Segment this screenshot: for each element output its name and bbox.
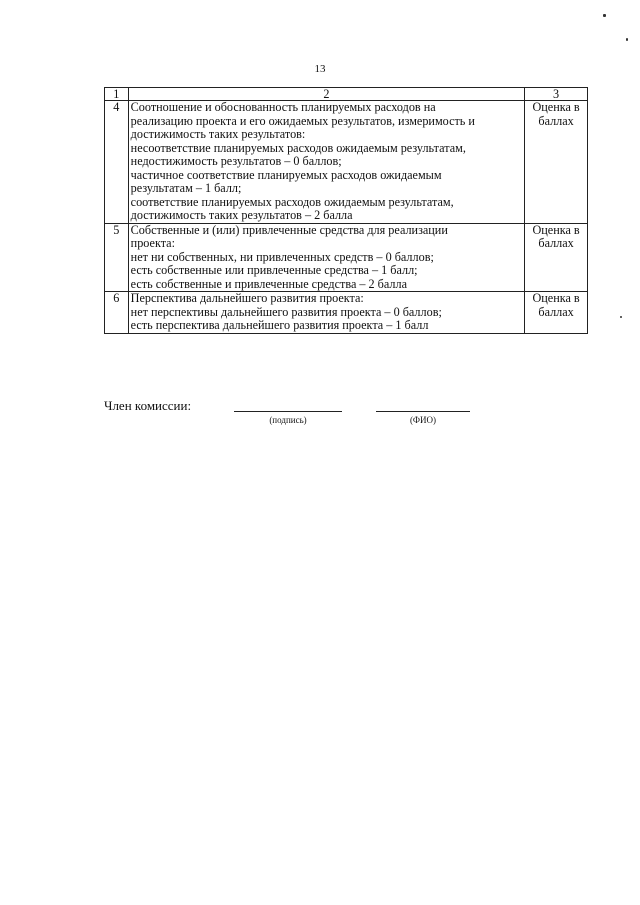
scan-speck: [620, 316, 622, 318]
criterion-line: нет ни собственных, ни привлеченных средств – 0 баллов;: [130, 249, 434, 264]
criterion-line: реализацию проекта и его ожидаемых результатов, измеримость и: [130, 113, 475, 128]
scan-speck: [603, 14, 606, 17]
score-label: Оценка в: [532, 291, 580, 305]
row-number: 6: [105, 292, 129, 334]
criterion-line: Собственные и (или) привлеченные средства для реализации: [130, 222, 448, 237]
page-number: 13: [314, 63, 326, 75]
criteria-table: [104, 87, 588, 334]
signature-caption: (подпись): [269, 415, 307, 425]
criterion-line: нет перспективы дальнейшего развития проекта – 0 баллов;: [130, 304, 442, 319]
score-label: баллах: [538, 236, 574, 250]
header-col-1: 1: [105, 88, 129, 101]
commission-member-label: Член комиссии:: [104, 398, 192, 413]
criterion-line: частичное соответствие планируемых расходов ожидаемым: [130, 167, 442, 182]
score-cell: [525, 101, 588, 224]
criterion-line: достижимость таких результатов:: [130, 127, 306, 141]
score-label: Оценка в: [532, 100, 580, 114]
criterion-line: есть перспектива дальнейшего развития проекта – 1 балл: [130, 318, 429, 332]
criterion-text: [128, 292, 524, 334]
table-row: [105, 223, 588, 292]
criterion-text: [128, 223, 524, 292]
criterion-line: проекта:: [130, 236, 175, 250]
criterion-line: результатам – 1 балл;: [130, 181, 242, 195]
table-header-row: [105, 88, 588, 101]
score-label: Оценка в: [532, 222, 580, 237]
table-row: [105, 292, 588, 334]
name-caption: (ФИО): [409, 415, 437, 425]
score-cell: [525, 292, 588, 334]
criterion-line: достижимость таких результатов – 2 балла: [130, 208, 353, 222]
criterion-line: есть собственные или привлеченные средства – 1 балл;: [130, 263, 418, 277]
criterion-text: [128, 101, 524, 224]
row-number: 4: [105, 101, 129, 224]
score-label: баллах: [538, 113, 574, 128]
table-row: [105, 101, 588, 224]
signature-line: [234, 411, 342, 412]
criterion-line: Соотношение и обоснованность планируемых расходов на: [130, 100, 436, 114]
criterion-line: недостижимость результатов – 0 баллов;: [130, 154, 342, 168]
row-number: 5: [105, 223, 129, 292]
score-cell: [525, 223, 588, 292]
name-line: [376, 411, 470, 412]
criterion-line: Перспектива дальнейшего развития проекта:: [130, 291, 364, 305]
criterion-line: несоответствие планируемых расходов ожидаемым результатам,: [130, 140, 466, 155]
header-col-2: 2: [128, 88, 524, 101]
score-label: баллах: [538, 304, 574, 319]
header-col-3: 3: [525, 88, 588, 101]
criterion-line: соответствие планируемых расходов ожидаемым результатам,: [130, 194, 454, 209]
criterion-line: есть собственные и привлеченные средства – 2 балла: [130, 276, 407, 291]
scan-speck: [626, 38, 628, 41]
